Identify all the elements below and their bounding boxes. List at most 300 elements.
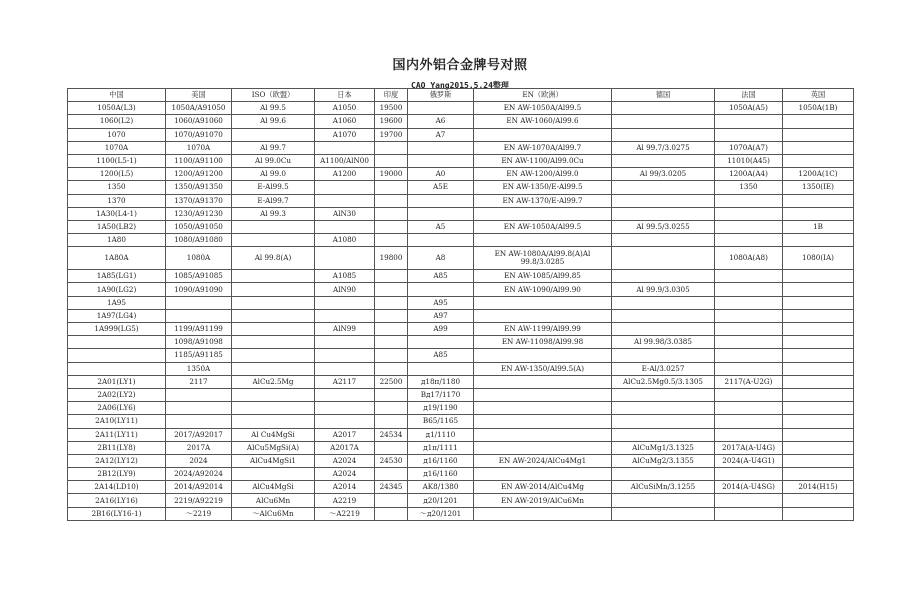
table-cell: д16/1160 bbox=[408, 468, 474, 481]
table-cell bbox=[715, 296, 783, 309]
table-cell bbox=[715, 309, 783, 322]
table-cell: EN AW-2019/AlCu6Mn bbox=[474, 494, 612, 507]
table-cell: EN AW-1085/Al99.85 bbox=[474, 270, 612, 283]
table-cell bbox=[315, 247, 375, 270]
table-cell: ～2219 bbox=[166, 507, 232, 520]
table-cell: EN AW-2024/AlCu4Mg1 bbox=[474, 454, 612, 467]
table-cell: EN AW-1350/Al99.5(A) bbox=[474, 362, 612, 375]
table-cell bbox=[783, 128, 854, 141]
table-cell bbox=[375, 194, 408, 207]
column-header: EN（欧洲） bbox=[474, 89, 612, 102]
table-cell bbox=[232, 336, 315, 349]
column-header: 印度 bbox=[375, 89, 408, 102]
table-cell: AlCu5MgSi(A) bbox=[232, 441, 315, 454]
table-cell: 24534 bbox=[375, 428, 408, 441]
table-cell: A7 bbox=[408, 128, 474, 141]
table-cell bbox=[315, 296, 375, 309]
table-cell: A99 bbox=[408, 323, 474, 336]
table-cell: AlN99 bbox=[315, 323, 375, 336]
table-row bbox=[68, 388, 854, 401]
table-cell: 1100(L5-1) bbox=[68, 154, 166, 167]
table-cell bbox=[375, 507, 408, 520]
table-cell: 2017A bbox=[166, 441, 232, 454]
table-row bbox=[68, 247, 854, 270]
table-cell: AlCu4MgSi bbox=[232, 481, 315, 494]
table-cell: д19/1190 bbox=[408, 402, 474, 415]
table-cell bbox=[612, 128, 715, 141]
table-cell: 1A90(LG2) bbox=[68, 283, 166, 296]
table-cell bbox=[375, 270, 408, 283]
table-cell: EN AW-1100/Al99.0Cu bbox=[474, 154, 612, 167]
table-cell: 2014/A92014 bbox=[166, 481, 232, 494]
table-cell: ～AlCu6Mn bbox=[232, 507, 315, 520]
table-cell bbox=[232, 309, 315, 322]
table-cell: 2024/A92024 bbox=[166, 468, 232, 481]
table-cell: A2017A bbox=[315, 441, 375, 454]
table-cell: 24530 bbox=[375, 454, 408, 467]
table-cell bbox=[783, 494, 854, 507]
table-cell: 1070 bbox=[68, 128, 166, 141]
table-cell bbox=[612, 309, 715, 322]
table-cell bbox=[315, 336, 375, 349]
table-cell: 11010(A45) bbox=[715, 154, 783, 167]
table-cell: 2A10(LY11) bbox=[68, 415, 166, 428]
table-cell bbox=[715, 468, 783, 481]
table-row bbox=[68, 168, 854, 181]
table-cell: 1A95 bbox=[68, 296, 166, 309]
table-row bbox=[68, 375, 854, 388]
table-cell bbox=[715, 115, 783, 128]
table-cell bbox=[474, 415, 612, 428]
table-cell: 2117(A-U2G) bbox=[715, 375, 783, 388]
table-cell: 2A16(LY16) bbox=[68, 494, 166, 507]
table-cell bbox=[166, 402, 232, 415]
table-cell: EN AW-1080A/Al99.8(A)Al 99.8/3.0285 bbox=[474, 247, 612, 270]
table-cell bbox=[375, 141, 408, 154]
table-row bbox=[68, 494, 854, 507]
table-cell: 1060(L2) bbox=[68, 115, 166, 128]
table-cell: 1B bbox=[783, 220, 854, 233]
table-cell bbox=[474, 128, 612, 141]
table-cell: Al 99.0Cu bbox=[232, 154, 315, 167]
table-cell bbox=[715, 207, 783, 220]
column-header: 日本 bbox=[315, 89, 375, 102]
table-cell bbox=[232, 468, 315, 481]
table-cell: 2B11(LY8) bbox=[68, 441, 166, 454]
table-cell: A1100/AlN00 bbox=[315, 154, 375, 167]
table-cell bbox=[612, 194, 715, 207]
table-cell bbox=[375, 323, 408, 336]
table-cell bbox=[783, 428, 854, 441]
table-cell bbox=[715, 494, 783, 507]
table-cell bbox=[408, 336, 474, 349]
table-cell: 1080/A91080 bbox=[166, 234, 232, 247]
table-cell: AlCu2.5Mg0.5/3.1305 bbox=[612, 375, 715, 388]
table-row bbox=[68, 428, 854, 441]
table-cell bbox=[375, 154, 408, 167]
table-cell: 1A85(LG1) bbox=[68, 270, 166, 283]
table-cell: E-Al99.7 bbox=[232, 194, 315, 207]
table-cell bbox=[408, 194, 474, 207]
table-cell bbox=[232, 234, 315, 247]
table-cell bbox=[375, 181, 408, 194]
table-row bbox=[68, 362, 854, 375]
table-cell bbox=[612, 154, 715, 167]
table-row bbox=[68, 402, 854, 415]
table-cell bbox=[315, 402, 375, 415]
table-cell: 2117 bbox=[166, 375, 232, 388]
table-cell: 1050A(1B) bbox=[783, 102, 854, 115]
table-cell: 1070/A91070 bbox=[166, 128, 232, 141]
table-cell: 1A80A bbox=[68, 247, 166, 270]
table-cell: A2117 bbox=[315, 375, 375, 388]
table-cell: A1060 bbox=[315, 115, 375, 128]
table-cell bbox=[783, 454, 854, 467]
table-cell: Al 99.9/3.0305 bbox=[612, 283, 715, 296]
table-cell bbox=[474, 207, 612, 220]
table-cell: Al 99.3 bbox=[232, 207, 315, 220]
table-cell: 1050/A91050 bbox=[166, 220, 232, 233]
table-cell: Al 99.5 bbox=[232, 102, 315, 115]
table-cell bbox=[474, 428, 612, 441]
table-cell bbox=[612, 115, 715, 128]
table-cell: A0 bbox=[408, 168, 474, 181]
table-cell: EN AW-1090/Al99.90 bbox=[474, 283, 612, 296]
table-cell: 19600 bbox=[375, 115, 408, 128]
table-row bbox=[68, 323, 854, 336]
table-cell bbox=[715, 220, 783, 233]
table-cell: д18п/1180 bbox=[408, 375, 474, 388]
table-cell bbox=[166, 388, 232, 401]
table-cell bbox=[612, 323, 715, 336]
table-cell bbox=[715, 388, 783, 401]
table-cell: ～д20/1201 bbox=[408, 507, 474, 520]
table-row bbox=[68, 349, 854, 362]
table-cell: 1100/A91100 bbox=[166, 154, 232, 167]
table-cell bbox=[783, 207, 854, 220]
table-cell bbox=[232, 402, 315, 415]
table-cell: Al 99.6 bbox=[232, 115, 315, 128]
table-cell bbox=[408, 283, 474, 296]
table-cell bbox=[783, 349, 854, 362]
table-cell bbox=[783, 234, 854, 247]
table-cell: AlCuMg1/3.1325 bbox=[612, 441, 715, 454]
table-cell bbox=[715, 362, 783, 375]
table-cell bbox=[315, 415, 375, 428]
table-cell bbox=[783, 296, 854, 309]
table-cell: Al 99.98/3.0385 bbox=[612, 336, 715, 349]
table-cell bbox=[166, 296, 232, 309]
table-cell: EN AW-1200/Al99.0 bbox=[474, 168, 612, 181]
table-row bbox=[68, 194, 854, 207]
table-cell bbox=[612, 207, 715, 220]
table-cell: AK8/1380 bbox=[408, 481, 474, 494]
table-cell bbox=[315, 181, 375, 194]
table-row bbox=[68, 336, 854, 349]
table-cell: Al 99.7/3.0275 bbox=[612, 141, 715, 154]
table-row bbox=[68, 154, 854, 167]
table-cell: Al 99.0 bbox=[232, 168, 315, 181]
table-cell: EN AW-1060/Al99.6 bbox=[474, 115, 612, 128]
table-cell bbox=[783, 270, 854, 283]
table-cell: A1080 bbox=[315, 234, 375, 247]
table-row bbox=[68, 181, 854, 194]
table-cell: Al 99.8(A) bbox=[232, 247, 315, 270]
table-cell: 1200A(A4) bbox=[715, 168, 783, 181]
table-row bbox=[68, 234, 854, 247]
table-cell: 1070A(A7) bbox=[715, 141, 783, 154]
document-title: 国内外铝合金牌号对照 bbox=[392, 58, 528, 73]
table-cell: 2219/A92219 bbox=[166, 494, 232, 507]
table-row bbox=[68, 454, 854, 467]
table-cell bbox=[232, 296, 315, 309]
table-cell: д20/1201 bbox=[408, 494, 474, 507]
table-cell bbox=[408, 154, 474, 167]
table-cell bbox=[474, 296, 612, 309]
table-cell: 1185/A91185 bbox=[166, 349, 232, 362]
table-cell: 19000 bbox=[375, 168, 408, 181]
table-cell: AlCu2.5Mg bbox=[232, 375, 315, 388]
table-cell: 1200A(1C) bbox=[783, 168, 854, 181]
table-cell: 2024(A-U4G1) bbox=[715, 454, 783, 467]
table-cell: A97 bbox=[408, 309, 474, 322]
table-cell bbox=[612, 270, 715, 283]
table-cell bbox=[315, 220, 375, 233]
table-cell: A95 bbox=[408, 296, 474, 309]
table-cell bbox=[612, 234, 715, 247]
table-cell: AlCuSiMn/3.1255 bbox=[612, 481, 715, 494]
table-row bbox=[68, 220, 854, 233]
table-cell bbox=[68, 349, 166, 362]
table-cell: EN AW-1350/E-Al99.5 bbox=[474, 181, 612, 194]
table-cell bbox=[375, 494, 408, 507]
table-cell bbox=[612, 181, 715, 194]
table-cell: EN AW-1199/Al99.99 bbox=[474, 323, 612, 336]
table-row bbox=[68, 128, 854, 141]
table-cell: 1350 bbox=[68, 181, 166, 194]
table-cell bbox=[232, 270, 315, 283]
table-cell: 1050A/A91050 bbox=[166, 102, 232, 115]
table-cell bbox=[375, 309, 408, 322]
table-cell: A2219 bbox=[315, 494, 375, 507]
table-row bbox=[68, 507, 854, 520]
table-cell: 1090/A91090 bbox=[166, 283, 232, 296]
table-cell: 2A12(LY12) bbox=[68, 454, 166, 467]
table-cell: 1350/A91350 bbox=[166, 181, 232, 194]
table-cell: A8 bbox=[408, 247, 474, 270]
table-cell bbox=[232, 349, 315, 362]
table-cell: EN AW-2014/AlCu4Mg bbox=[474, 481, 612, 494]
table-cell: AlCu6Mn bbox=[232, 494, 315, 507]
table-cell bbox=[783, 323, 854, 336]
table-cell bbox=[408, 102, 474, 115]
table-cell: A1050 bbox=[315, 102, 375, 115]
table-cell: A2024 bbox=[315, 454, 375, 467]
table-cell bbox=[315, 388, 375, 401]
table-cell bbox=[474, 375, 612, 388]
table-cell bbox=[232, 128, 315, 141]
table-cell: 22500 bbox=[375, 375, 408, 388]
table-cell: 1080A bbox=[166, 247, 232, 270]
column-header: 德国 bbox=[612, 89, 715, 102]
table-cell bbox=[783, 115, 854, 128]
table-cell bbox=[783, 141, 854, 154]
column-header: 俄罗斯 bbox=[408, 89, 474, 102]
table-cell: 1A50(LB2) bbox=[68, 220, 166, 233]
table-cell bbox=[315, 349, 375, 362]
table-cell: A1085 bbox=[315, 270, 375, 283]
table-cell bbox=[232, 388, 315, 401]
table-cell bbox=[715, 428, 783, 441]
table-cell: 1350(IE) bbox=[783, 181, 854, 194]
table-cell: ～A2219 bbox=[315, 507, 375, 520]
table-cell: 2024 bbox=[166, 454, 232, 467]
table-cell bbox=[375, 349, 408, 362]
table-cell bbox=[474, 349, 612, 362]
table-cell bbox=[612, 102, 715, 115]
table-cell bbox=[783, 283, 854, 296]
table-cell: 1A80 bbox=[68, 234, 166, 247]
table-cell bbox=[715, 507, 783, 520]
document-subtitle: CAO Yang2015.5.24整理 bbox=[411, 81, 509, 90]
table-cell: E-Al99.5 bbox=[232, 181, 315, 194]
table-cell: A6 bbox=[408, 115, 474, 128]
table-cell: 1200(L5) bbox=[68, 168, 166, 181]
alloy-comparison-table bbox=[67, 88, 854, 521]
table-cell: EN AW-1370/E-Al99.7 bbox=[474, 194, 612, 207]
table-cell bbox=[783, 194, 854, 207]
table-cell bbox=[715, 128, 783, 141]
table-cell: AlCuMg2/3.1355 bbox=[612, 454, 715, 467]
table-cell bbox=[612, 428, 715, 441]
table-cell bbox=[375, 220, 408, 233]
table-row bbox=[68, 270, 854, 283]
table-cell: д16/1160 bbox=[408, 454, 474, 467]
table-cell: E-Al/3.0257 bbox=[612, 362, 715, 375]
table-cell: 1050A(L3) bbox=[68, 102, 166, 115]
table-cell bbox=[408, 234, 474, 247]
table-cell: Al 99.5/3.0255 bbox=[612, 220, 715, 233]
table-cell bbox=[612, 247, 715, 270]
table-cell: A85 bbox=[408, 349, 474, 362]
table-cell: EN AW-1070A/Al99.7 bbox=[474, 141, 612, 154]
table-cell: Bд17/1170 bbox=[408, 388, 474, 401]
table-cell bbox=[375, 234, 408, 247]
table-cell bbox=[715, 402, 783, 415]
table-cell bbox=[375, 283, 408, 296]
table-cell bbox=[375, 296, 408, 309]
table-cell bbox=[166, 415, 232, 428]
table-cell: EN AW-1050A/Al99.5 bbox=[474, 102, 612, 115]
column-header: 美国 bbox=[166, 89, 232, 102]
table-cell bbox=[474, 234, 612, 247]
table-cell bbox=[715, 234, 783, 247]
table-cell: Al 99/3.0205 bbox=[612, 168, 715, 181]
table-cell bbox=[408, 362, 474, 375]
table-cell: 2A01(LY1) bbox=[68, 375, 166, 388]
table-cell: A2014 bbox=[315, 481, 375, 494]
table-cell bbox=[612, 468, 715, 481]
table-cell bbox=[474, 507, 612, 520]
table-cell: 2017A(A-U4G) bbox=[715, 441, 783, 454]
table-cell: 2B12(LY9) bbox=[68, 468, 166, 481]
table-cell bbox=[715, 323, 783, 336]
table-cell bbox=[783, 415, 854, 428]
table-cell bbox=[783, 375, 854, 388]
table-cell: 24345 bbox=[375, 481, 408, 494]
table-cell: д1п/1111 bbox=[408, 441, 474, 454]
table-row bbox=[68, 415, 854, 428]
table-header-row bbox=[68, 89, 854, 102]
table-cell: AlCu4MgSi1 bbox=[232, 454, 315, 467]
table-cell bbox=[783, 507, 854, 520]
table-cell: 2014(H15) bbox=[783, 481, 854, 494]
table-cell bbox=[612, 296, 715, 309]
table-cell: A1200 bbox=[315, 168, 375, 181]
table-cell: 1370/A91370 bbox=[166, 194, 232, 207]
table-cell bbox=[68, 336, 166, 349]
table-cell bbox=[375, 415, 408, 428]
table-cell: 1A30(L4-1) bbox=[68, 207, 166, 220]
table-cell: A2024 bbox=[315, 468, 375, 481]
table-cell: 19800 bbox=[375, 247, 408, 270]
table-cell: 2B16(LY16-1) bbox=[68, 507, 166, 520]
table-cell bbox=[166, 309, 232, 322]
table-cell: 1230/A91230 bbox=[166, 207, 232, 220]
table-row bbox=[68, 115, 854, 128]
table-cell bbox=[783, 441, 854, 454]
table-cell bbox=[474, 388, 612, 401]
table-cell bbox=[68, 362, 166, 375]
table-row bbox=[68, 309, 854, 322]
table-cell: 1350 bbox=[715, 181, 783, 194]
table-cell bbox=[375, 441, 408, 454]
table-cell bbox=[783, 154, 854, 167]
table-cell: д1/1110 bbox=[408, 428, 474, 441]
table-cell bbox=[232, 220, 315, 233]
table-cell bbox=[474, 441, 612, 454]
table-cell: A5 bbox=[408, 220, 474, 233]
table-cell bbox=[474, 468, 612, 481]
table-cell: 2014(A-U4SG) bbox=[715, 481, 783, 494]
table-cell bbox=[715, 349, 783, 362]
table-cell bbox=[612, 415, 715, 428]
table-row bbox=[68, 296, 854, 309]
table-cell: 1350A bbox=[166, 362, 232, 375]
table-cell bbox=[783, 362, 854, 375]
table-cell bbox=[375, 336, 408, 349]
table-cell bbox=[408, 207, 474, 220]
table-cell bbox=[612, 494, 715, 507]
table-cell bbox=[375, 362, 408, 375]
table-cell bbox=[232, 415, 315, 428]
table-cell: 2017/A92017 bbox=[166, 428, 232, 441]
table-cell: 1080A(A8) bbox=[715, 247, 783, 270]
table-cell bbox=[315, 362, 375, 375]
table-cell bbox=[715, 194, 783, 207]
table-cell: 1080(IA) bbox=[783, 247, 854, 270]
table-row bbox=[68, 207, 854, 220]
table-cell bbox=[612, 349, 715, 362]
table-cell: A1070 bbox=[315, 128, 375, 141]
table-cell: Al Cu4MgSi bbox=[232, 428, 315, 441]
table-cell: 1098/A91098 bbox=[166, 336, 232, 349]
table-cell: EN AW-11098/Al99.98 bbox=[474, 336, 612, 349]
table-cell: AlN30 bbox=[315, 207, 375, 220]
table-row bbox=[68, 283, 854, 296]
table-cell: 1A97(LG4) bbox=[68, 309, 166, 322]
table-cell: A5E bbox=[408, 181, 474, 194]
